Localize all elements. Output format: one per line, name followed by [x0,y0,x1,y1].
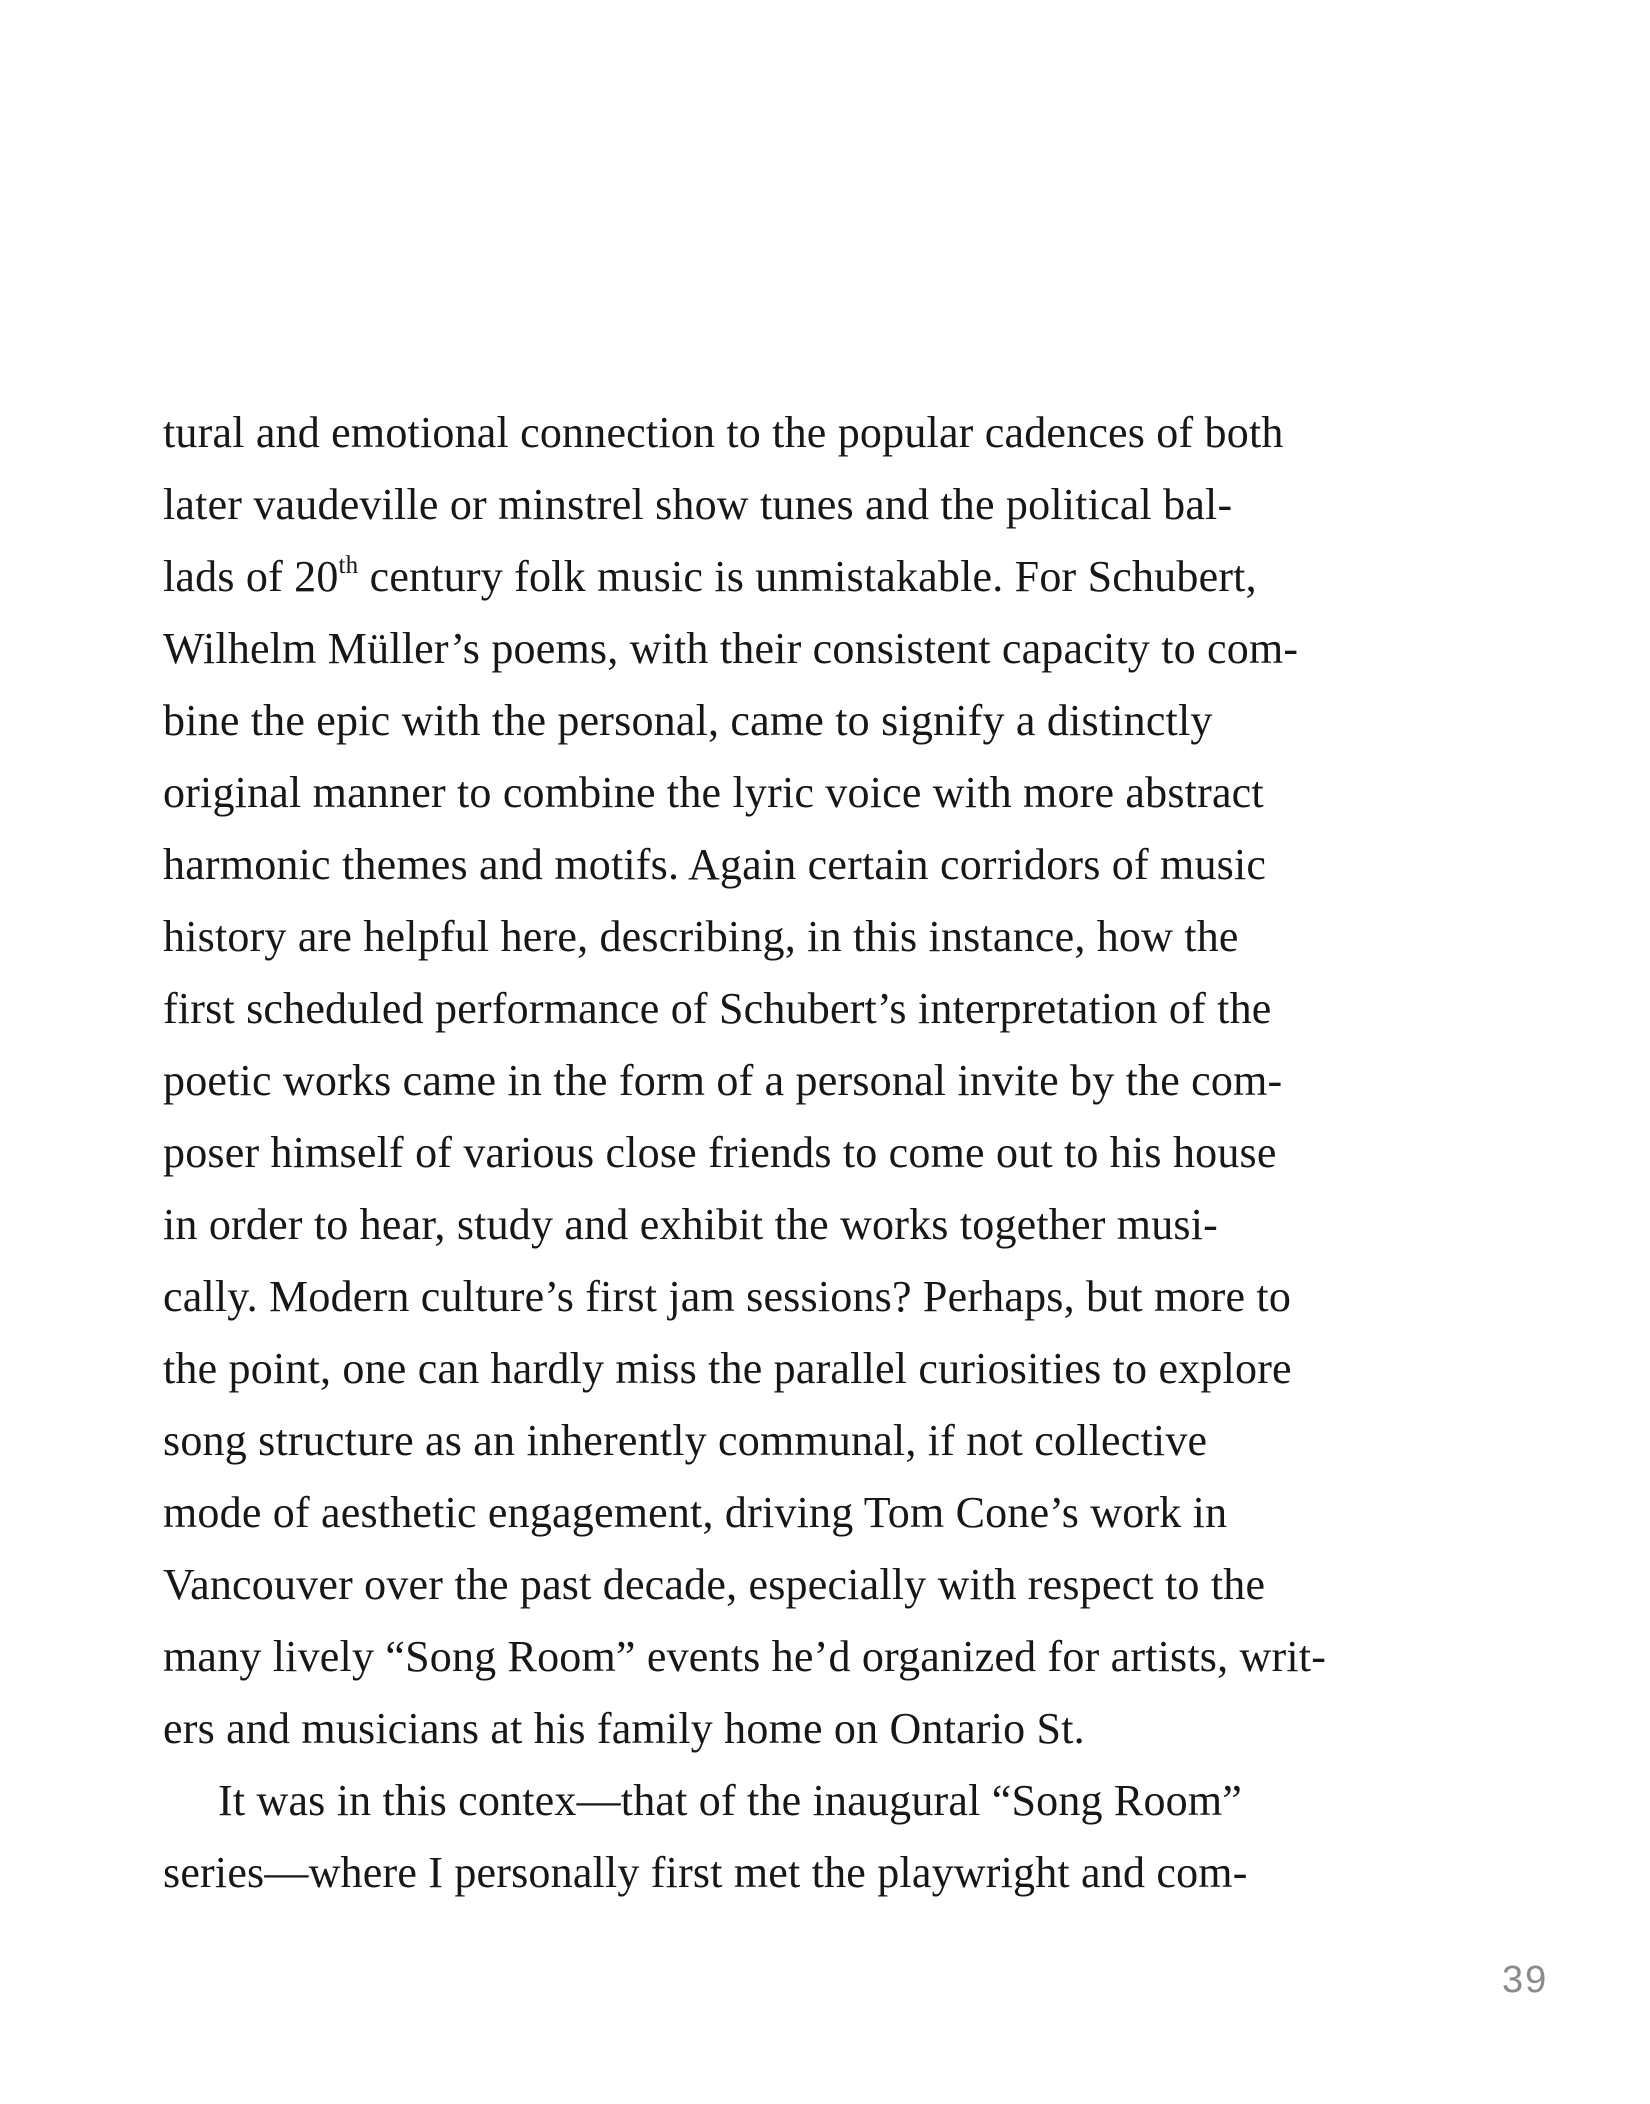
text-line: in order to hear, study and exhibit the works together musi- [163,1200,1219,1249]
text-line: later vaudeville or minstrel show tunes and the political bal- [163,480,1233,529]
text-line [163,541,1538,613]
text-line: ers and musicians at his family home on Ontario St. [163,1704,1085,1753]
text-line: tural and emotional connection to the popular cadences of both [163,408,1284,457]
superscript-th: th [338,552,359,579]
text-line: harmonic themes and motifs. Again certain corridors of music [163,840,1267,889]
text-line: first scheduled performance of Schubert’s interpretation of the [163,984,1272,1033]
text-line: many lively “Song Room” events he’d organized for artists, writ- [163,1632,1327,1681]
page-number: 39 [1502,1959,1549,2001]
text-line: mode of aesthetic engagement, driving Tom Cone’s work in [163,1488,1228,1537]
text-line: poetic works came in the form of a personal invite by the com- [163,1056,1283,1105]
text-line: history are helpful here, describing, in this instance, how the [163,912,1239,961]
text-line: cally. Modern culture’s first jam sessions? Perhaps, but more to [163,1272,1292,1321]
text-line: Vancouver over the past decade, especially with respect to the [163,1560,1266,1609]
text-line: the point, one can hardly miss the parallel curiosities to explore [163,1344,1292,1393]
text-line: song structure as an inherently communal, if not collective [163,1416,1208,1465]
text-line: It was in this contex—that of the inaugural “Song Room” [218,1776,1243,1825]
text-segment: century folk music is unmistakable. For Schubert, [358,552,1257,601]
body-text [163,397,1538,1909]
paragraph-2 [163,1765,1538,1909]
text-line: Wilhelm Müller’s poems, with their consistent capacity to com- [163,624,1299,673]
text-segment: lads of 20 [163,552,339,601]
paragraph-1 [163,397,1538,1765]
text-line: poser himself of various close friends to come out to his house [163,1128,1277,1177]
text-line: original manner to combine the lyric voice with more abstract [163,768,1264,817]
text-line: series—where I personally first met the playwright and com- [163,1848,1248,1897]
text-line: bine the epic with the personal, came to signify a distinctly [163,696,1213,745]
